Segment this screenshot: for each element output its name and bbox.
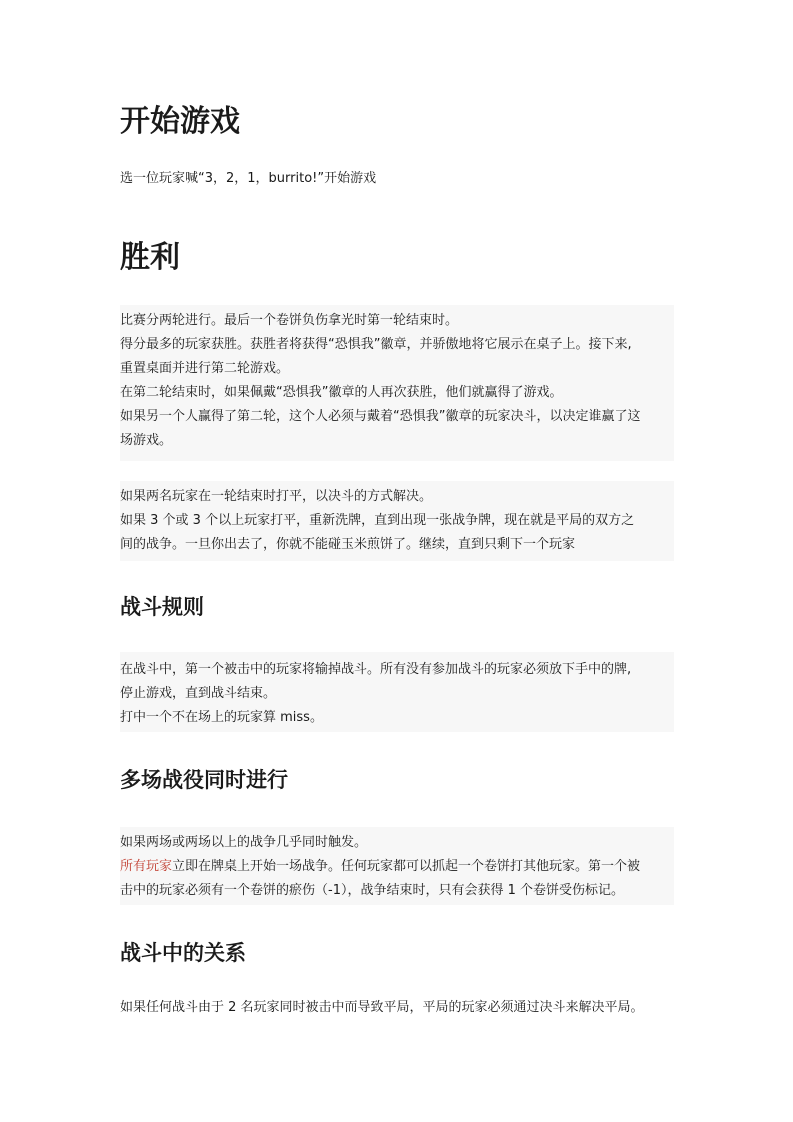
start-game-text-content: 选一位玩家喊“3，2，1，burrito!”开始游戏 (120, 171, 377, 186)
tie-line-3: 间的战争。一旦你出去了，你就不能碰玉米煎饼了。继续，直到只剩下一个玩家 (120, 537, 576, 552)
heading-relations: 战斗中的关系 (120, 941, 246, 965)
battle-line-2: 停止游戏，直到战斗结束。 (120, 686, 277, 701)
heading-victory: 胜利 (120, 240, 180, 275)
victory-line-1: 比赛分两轮进行。最后一个卷饼负伤拿光时第一轮结束时。 (120, 313, 459, 328)
victory-line-4: 在第二轮结束时，如果佩戴“恐惧我”徽章的人再次获胜，他们就赢得了游戏。 (120, 385, 563, 400)
heading-battle-rules: 战斗规则 (120, 595, 204, 619)
relations-text: 如果任何战斗由于 2 名玩家同时被击中而导致平局，平局的玩家必须通过决斗来解决平局。 (120, 1000, 644, 1015)
all-players-highlight: 所有玩家 (120, 859, 173, 874)
battle-line-3: 打中一个不在场上的玩家算 miss。 (120, 710, 323, 725)
victory-line-2: 得分最多的玩家获胜。获胜者将获得“恐惧我”徽章，并骄傲地将它展示在桌子上。接下来, (120, 337, 632, 352)
battle-line-1: 在战斗中，第一个被击中的玩家将输掉战斗。所有没有参加战斗的玩家必须放下手中的牌, (120, 662, 632, 677)
tie-line-1: 如果两名玩家在一轮结束时打平，以决斗的方式解决。 (120, 489, 433, 504)
victory-line-5: 如果另一个人赢得了第二轮，这个人必须与戴着“恐惧我”徽章的玩家决斗，以决定谁赢了这 (120, 409, 641, 424)
victory-line-3: 重置桌面并进行第二轮游戏。 (120, 361, 290, 376)
start-game-text (120, 167, 674, 191)
heading-multiple-battles: 多场战役同时进行 (120, 768, 288, 792)
victory-rules-block (120, 305, 674, 461)
multi-line-1: 如果两场或两场以上的战争几乎同时触发。 (120, 835, 368, 850)
multiple-battles-block (120, 827, 674, 905)
multi-line-2 (120, 855, 674, 879)
tie-line-2: 如果 3 个或 3 个以上玩家打平，重新洗牌，直到出现一张战争牌，现在就是平局的双方之 (120, 513, 635, 528)
multi-line-2-rest: 立即在牌桌上开始一场战争。任何玩家都可以抓起一个卷饼打其他玩家。第一个被 (172, 859, 641, 874)
tie-rules-block (120, 481, 674, 561)
heading-start-game: 开始游戏 (120, 104, 240, 139)
battle-rules-block (120, 652, 674, 732)
victory-line-6: 场游戏。 (120, 433, 173, 448)
multi-line-3: 击中的玩家必须有一个卷饼的瘀伤（-1），战争结束时，只有会获得 1 个卷饼受伤标记。 (120, 883, 624, 898)
